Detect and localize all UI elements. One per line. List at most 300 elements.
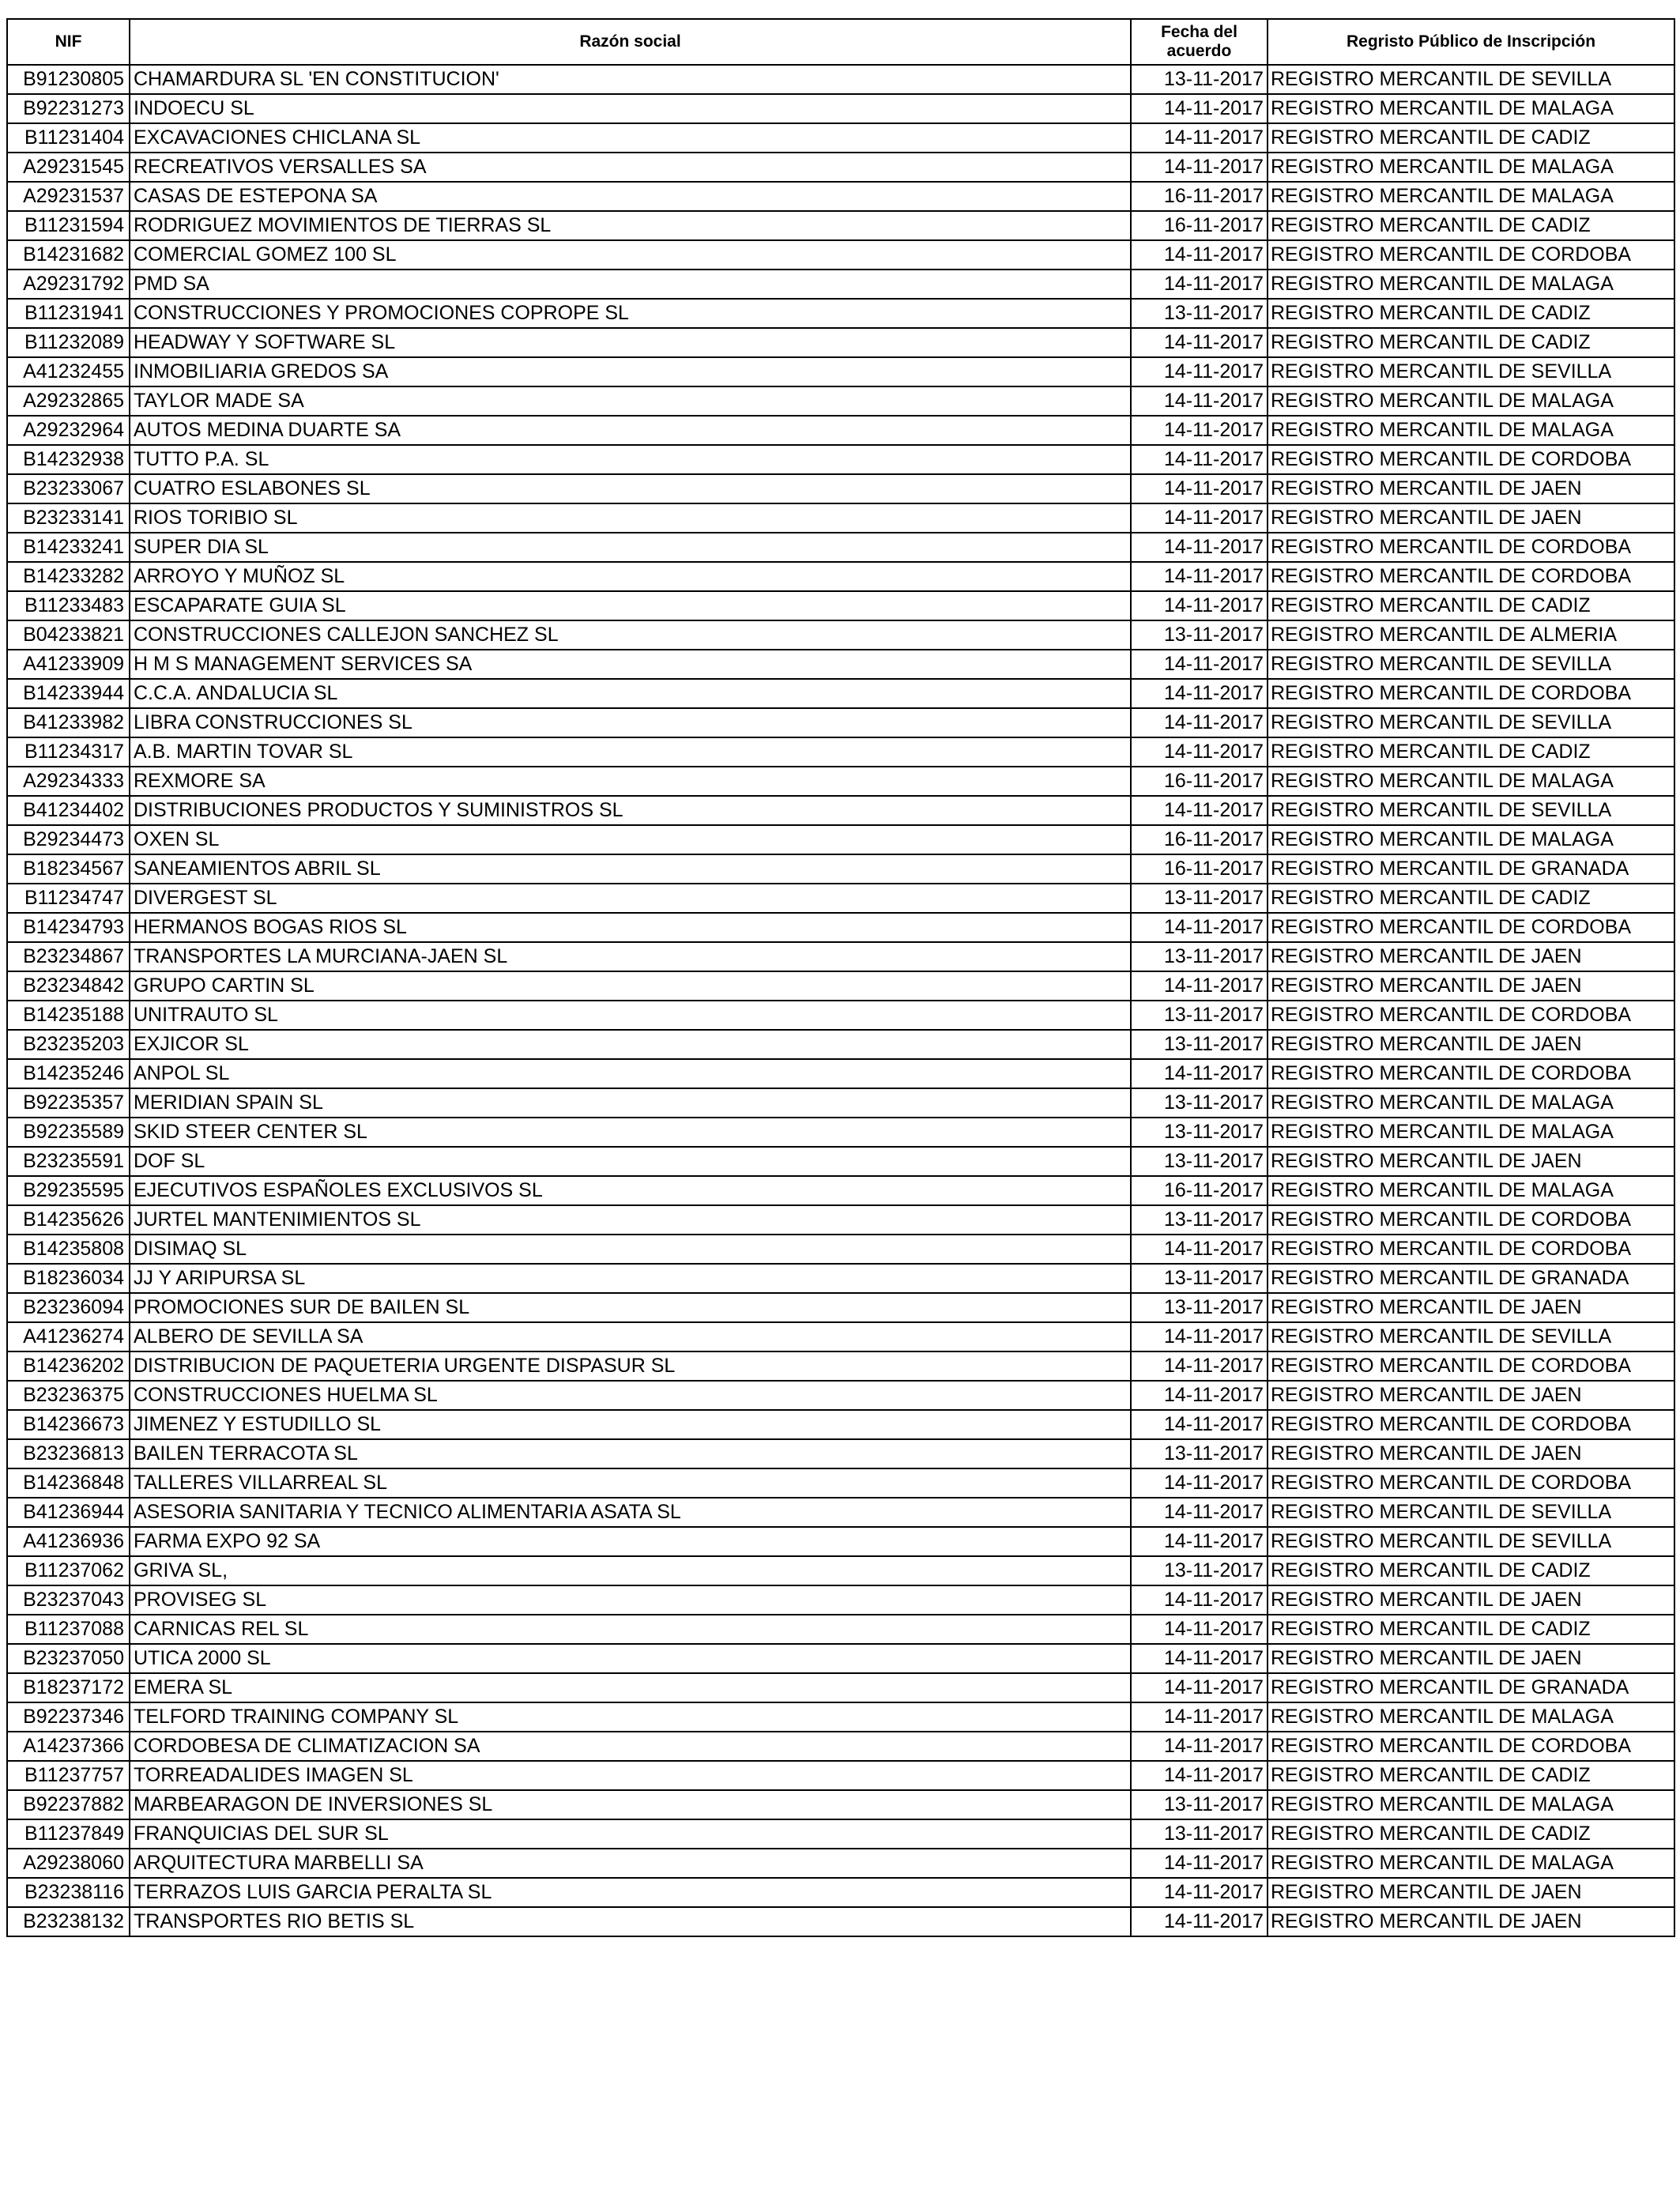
cell-registro: REGISTRO MERCANTIL DE CORDOBA xyxy=(1268,562,1674,591)
cell-nif: B11234317 xyxy=(7,737,130,767)
cell-nif: B92237346 xyxy=(7,1702,130,1732)
cell-razon-social: GRIVA SL, xyxy=(130,1556,1131,1585)
cell-fecha: 14-11-2017 xyxy=(1131,1381,1268,1410)
cell-razon-social: TORREADALIDES IMAGEN SL xyxy=(130,1761,1131,1790)
cell-fecha: 16-11-2017 xyxy=(1131,854,1268,884)
cell-fecha: 14-11-2017 xyxy=(1131,913,1268,942)
table-row xyxy=(7,182,1674,211)
cell-razon-social: HEADWAY Y SOFTWARE SL xyxy=(130,328,1131,357)
cell-razon-social: TUTTO P.A. SL xyxy=(130,445,1131,474)
cell-nif: B14235188 xyxy=(7,1001,130,1030)
cell-razon-social: EJECUTIVOS ESPAÑOLES EXCLUSIVOS SL xyxy=(130,1176,1131,1205)
cell-razon-social: SUPER DIA SL xyxy=(130,533,1131,562)
table-row xyxy=(7,1410,1674,1439)
cell-registro: REGISTRO MERCANTIL DE CORDOBA xyxy=(1268,1410,1674,1439)
cell-nif: B11232089 xyxy=(7,328,130,357)
cell-nif: B23235203 xyxy=(7,1030,130,1059)
cell-fecha: 14-11-2017 xyxy=(1131,1235,1268,1264)
cell-fecha: 14-11-2017 xyxy=(1131,1410,1268,1439)
cell-nif: A29231792 xyxy=(7,270,130,299)
document-page xyxy=(6,18,1674,1937)
table-header xyxy=(7,19,1674,65)
cell-nif: B29234473 xyxy=(7,825,130,854)
cell-registro: REGISTRO MERCANTIL DE JAEN xyxy=(1268,1293,1674,1322)
table-row xyxy=(7,1878,1674,1907)
cell-razon-social: EMERA SL xyxy=(130,1673,1131,1702)
cell-nif: B29235595 xyxy=(7,1176,130,1205)
table-row xyxy=(7,445,1674,474)
cell-fecha: 14-11-2017 xyxy=(1131,240,1268,270)
table-body xyxy=(7,65,1674,1936)
cell-registro: REGISTRO MERCANTIL DE JAEN xyxy=(1268,942,1674,971)
cell-razon-social: DISIMAQ SL xyxy=(130,1235,1131,1264)
cell-registro: REGISTRO MERCANTIL DE JAEN xyxy=(1268,1439,1674,1468)
cell-registro: REGISTRO MERCANTIL DE MALAGA xyxy=(1268,1849,1674,1878)
table-row xyxy=(7,591,1674,620)
cell-registro: REGISTRO MERCANTIL DE CADIZ xyxy=(1268,737,1674,767)
table-row xyxy=(7,1176,1674,1205)
cell-razon-social: C.C.A. ANDALUCIA SL xyxy=(130,679,1131,708)
cell-fecha: 14-11-2017 xyxy=(1131,562,1268,591)
cell-registro: REGISTRO MERCANTIL DE SEVILLA xyxy=(1268,1498,1674,1527)
table-row xyxy=(7,1059,1674,1088)
table-row xyxy=(7,416,1674,445)
table-row xyxy=(7,240,1674,270)
cell-razon-social: INDOECU SL xyxy=(130,94,1131,123)
cell-registro: REGISTRO MERCANTIL DE CADIZ xyxy=(1268,328,1674,357)
cell-razon-social: AUTOS MEDINA DUARTE SA xyxy=(130,416,1131,445)
table-row xyxy=(7,854,1674,884)
cell-fecha: 14-11-2017 xyxy=(1131,1468,1268,1498)
cell-registro: REGISTRO MERCANTIL DE CORDOBA xyxy=(1268,1001,1674,1030)
table-row xyxy=(7,737,1674,767)
table-row xyxy=(7,299,1674,328)
cell-nif: B11237062 xyxy=(7,1556,130,1585)
cell-fecha: 14-11-2017 xyxy=(1131,1732,1268,1761)
cell-razon-social: RIOS TORIBIO SL xyxy=(130,503,1131,533)
table-row xyxy=(7,533,1674,562)
cell-nif: B91230805 xyxy=(7,65,130,94)
cell-razon-social: TALLERES VILLARREAL SL xyxy=(130,1468,1131,1498)
cell-nif: B11233483 xyxy=(7,591,130,620)
cell-registro: REGISTRO MERCANTIL DE SEVILLA xyxy=(1268,65,1674,94)
cell-nif: A29231545 xyxy=(7,153,130,182)
cell-nif: B14235626 xyxy=(7,1205,130,1235)
cell-nif: B92235589 xyxy=(7,1118,130,1147)
cell-fecha: 13-11-2017 xyxy=(1131,1556,1268,1585)
cell-razon-social: UTICA 2000 SL xyxy=(130,1644,1131,1673)
cell-razon-social: DISTRIBUCION DE PAQUETERIA URGENTE DISPASUR SL xyxy=(130,1351,1131,1381)
cell-fecha: 16-11-2017 xyxy=(1131,767,1268,796)
cell-fecha: 13-11-2017 xyxy=(1131,299,1268,328)
cell-razon-social: PROMOCIONES SUR DE BAILEN SL xyxy=(130,1293,1131,1322)
cell-razon-social: RECREATIVOS VERSALLES SA xyxy=(130,153,1131,182)
cell-razon-social: EXCAVACIONES CHICLANA SL xyxy=(130,123,1131,153)
cell-razon-social: BAILEN TERRACOTA SL xyxy=(130,1439,1131,1468)
cell-registro: REGISTRO MERCANTIL DE MALAGA xyxy=(1268,153,1674,182)
cell-registro: REGISTRO MERCANTIL DE MALAGA xyxy=(1268,416,1674,445)
cell-fecha: 14-11-2017 xyxy=(1131,445,1268,474)
table-row xyxy=(7,971,1674,1001)
cell-registro: REGISTRO MERCANTIL DE SEVILLA xyxy=(1268,1527,1674,1556)
cell-fecha: 14-11-2017 xyxy=(1131,1498,1268,1527)
table-row xyxy=(7,913,1674,942)
cell-fecha: 13-11-2017 xyxy=(1131,1439,1268,1468)
registry-table xyxy=(6,18,1675,1937)
cell-nif: B04233821 xyxy=(7,620,130,650)
cell-registro: REGISTRO MERCANTIL DE CORDOBA xyxy=(1268,1732,1674,1761)
cell-razon-social: ALBERO DE SEVILLA SA xyxy=(130,1322,1131,1351)
cell-registro: REGISTRO MERCANTIL DE JAEN xyxy=(1268,1907,1674,1936)
table-row xyxy=(7,1293,1674,1322)
cell-registro: REGISTRO MERCANTIL DE CORDOBA xyxy=(1268,1205,1674,1235)
cell-fecha: 13-11-2017 xyxy=(1131,1088,1268,1118)
cell-razon-social: REXMORE SA xyxy=(130,767,1131,796)
cell-registro: REGISTRO MERCANTIL DE CADIZ xyxy=(1268,884,1674,913)
cell-fecha: 14-11-2017 xyxy=(1131,591,1268,620)
cell-fecha: 13-11-2017 xyxy=(1131,1264,1268,1293)
table-row xyxy=(7,1732,1674,1761)
cell-nif: B14231682 xyxy=(7,240,130,270)
cell-razon-social: ASESORIA SANITARIA Y TECNICO ALIMENTARIA ASATA SL xyxy=(130,1498,1131,1527)
cell-fecha: 14-11-2017 xyxy=(1131,1527,1268,1556)
cell-razon-social: TRANSPORTES RIO BETIS SL xyxy=(130,1907,1131,1936)
cell-fecha: 14-11-2017 xyxy=(1131,1878,1268,1907)
cell-nif: B92235357 xyxy=(7,1088,130,1118)
table-row xyxy=(7,796,1674,825)
cell-nif: A29238060 xyxy=(7,1849,130,1878)
cell-nif: B14233944 xyxy=(7,679,130,708)
cell-nif: A41232455 xyxy=(7,357,130,386)
cell-razon-social: CONSTRUCCIONES HUELMA SL xyxy=(130,1381,1131,1410)
cell-registro: REGISTRO MERCANTIL DE MALAGA xyxy=(1268,1702,1674,1732)
cell-nif: B14232938 xyxy=(7,445,130,474)
table-row xyxy=(7,474,1674,503)
cell-razon-social: TAYLOR MADE SA xyxy=(130,386,1131,416)
cell-nif: B23238116 xyxy=(7,1878,130,1907)
table-row xyxy=(7,1761,1674,1790)
table-row xyxy=(7,1322,1674,1351)
cell-razon-social: ANPOL SL xyxy=(130,1059,1131,1088)
cell-fecha: 14-11-2017 xyxy=(1131,270,1268,299)
cell-razon-social: EXJICOR SL xyxy=(130,1030,1131,1059)
cell-razon-social: CUATRO ESLABONES SL xyxy=(130,474,1131,503)
cell-razon-social: COMERCIAL GOMEZ 100 SL xyxy=(130,240,1131,270)
cell-nif: A29232865 xyxy=(7,386,130,416)
cell-nif: B23238132 xyxy=(7,1907,130,1936)
cell-fecha: 14-11-2017 xyxy=(1131,1673,1268,1702)
cell-registro: REGISTRO MERCANTIL DE CADIZ xyxy=(1268,591,1674,620)
table-row xyxy=(7,1702,1674,1732)
cell-fecha: 14-11-2017 xyxy=(1131,1351,1268,1381)
cell-registro: REGISTRO MERCANTIL DE CADIZ xyxy=(1268,1761,1674,1790)
cell-razon-social: A.B. MARTIN TOVAR SL xyxy=(130,737,1131,767)
table-row xyxy=(7,123,1674,153)
cell-nif: B41234402 xyxy=(7,796,130,825)
cell-razon-social: H M S MANAGEMENT SERVICES SA xyxy=(130,650,1131,679)
cell-fecha: 13-11-2017 xyxy=(1131,1030,1268,1059)
cell-nif: B11234747 xyxy=(7,884,130,913)
cell-registro: REGISTRO MERCANTIL DE CORDOBA xyxy=(1268,1468,1674,1498)
cell-fecha: 14-11-2017 xyxy=(1131,357,1268,386)
cell-fecha: 14-11-2017 xyxy=(1131,328,1268,357)
cell-registro: REGISTRO MERCANTIL DE CORDOBA xyxy=(1268,1235,1674,1264)
cell-nif: B18237172 xyxy=(7,1673,130,1702)
table-row xyxy=(7,1585,1674,1615)
cell-razon-social: ARROYO Y MUÑOZ SL xyxy=(130,562,1131,591)
cell-registro: REGISTRO MERCANTIL DE MALAGA xyxy=(1268,94,1674,123)
table-row xyxy=(7,270,1674,299)
cell-fecha: 13-11-2017 xyxy=(1131,1790,1268,1819)
table-row xyxy=(7,1088,1674,1118)
table-row xyxy=(7,1673,1674,1702)
cell-registro: REGISTRO MERCANTIL DE GRANADA xyxy=(1268,854,1674,884)
cell-registro: REGISTRO MERCANTIL DE JAEN xyxy=(1268,474,1674,503)
cell-registro: REGISTRO MERCANTIL DE CORDOBA xyxy=(1268,1351,1674,1381)
cell-nif: B23237043 xyxy=(7,1585,130,1615)
cell-razon-social: LIBRA CONSTRUCCIONES SL xyxy=(130,708,1131,737)
cell-fecha: 14-11-2017 xyxy=(1131,386,1268,416)
cell-fecha: 14-11-2017 xyxy=(1131,737,1268,767)
table-row xyxy=(7,211,1674,240)
cell-fecha: 14-11-2017 xyxy=(1131,1907,1268,1936)
table-row xyxy=(7,65,1674,94)
cell-registro: REGISTRO MERCANTIL DE CORDOBA xyxy=(1268,1059,1674,1088)
cell-razon-social: JIMENEZ Y ESTUDILLO SL xyxy=(130,1410,1131,1439)
cell-fecha: 14-11-2017 xyxy=(1131,1615,1268,1644)
cell-razon-social: CARNICAS REL SL xyxy=(130,1615,1131,1644)
cell-fecha: 13-11-2017 xyxy=(1131,1001,1268,1030)
cell-registro: REGISTRO MERCANTIL DE MALAGA xyxy=(1268,270,1674,299)
header-razon-social: Razón social xyxy=(130,19,1131,65)
table-row xyxy=(7,1790,1674,1819)
cell-razon-social: CONSTRUCCIONES Y PROMOCIONES COPROPE SL xyxy=(130,299,1131,328)
cell-razon-social: JURTEL MANTENIMIENTOS SL xyxy=(130,1205,1131,1235)
cell-razon-social: JJ Y ARIPURSA SL xyxy=(130,1264,1131,1293)
cell-nif: B14234793 xyxy=(7,913,130,942)
cell-registro: REGISTRO MERCANTIL DE CORDOBA xyxy=(1268,533,1674,562)
table-row xyxy=(7,1205,1674,1235)
cell-razon-social: UNITRAUTO SL xyxy=(130,1001,1131,1030)
table-row xyxy=(7,1235,1674,1264)
cell-nif: A29234333 xyxy=(7,767,130,796)
cell-registro: REGISTRO MERCANTIL DE CORDOBA xyxy=(1268,445,1674,474)
table-row xyxy=(7,503,1674,533)
cell-registro: REGISTRO MERCANTIL DE JAEN xyxy=(1268,1644,1674,1673)
cell-razon-social: MERIDIAN SPAIN SL xyxy=(130,1088,1131,1118)
cell-registro: REGISTRO MERCANTIL DE MALAGA xyxy=(1268,825,1674,854)
cell-razon-social: DIVERGEST SL xyxy=(130,884,1131,913)
cell-nif: B23236813 xyxy=(7,1439,130,1468)
table-row xyxy=(7,1615,1674,1644)
cell-nif: B23234867 xyxy=(7,942,130,971)
header-nif: NIF xyxy=(7,19,130,65)
cell-registro: REGISTRO MERCANTIL DE MALAGA xyxy=(1268,1088,1674,1118)
header-registro: Regristo Público de Inscripción xyxy=(1268,19,1674,65)
cell-nif: B41233982 xyxy=(7,708,130,737)
cell-fecha: 14-11-2017 xyxy=(1131,1644,1268,1673)
cell-registro: REGISTRO MERCANTIL DE SEVILLA xyxy=(1268,708,1674,737)
table-row xyxy=(7,767,1674,796)
cell-registro: REGISTRO MERCANTIL DE CORDOBA xyxy=(1268,240,1674,270)
cell-razon-social: PROVISEG SL xyxy=(130,1585,1131,1615)
table-row xyxy=(7,562,1674,591)
cell-registro: REGISTRO MERCANTIL DE GRANADA xyxy=(1268,1264,1674,1293)
cell-nif: B23233067 xyxy=(7,474,130,503)
cell-razon-social: INMOBILIARIA GREDOS SA xyxy=(130,357,1131,386)
cell-fecha: 13-11-2017 xyxy=(1131,1118,1268,1147)
cell-registro: REGISTRO MERCANTIL DE SEVILLA xyxy=(1268,796,1674,825)
table-row xyxy=(7,1644,1674,1673)
table-row xyxy=(7,1907,1674,1936)
table-row xyxy=(7,620,1674,650)
cell-fecha: 14-11-2017 xyxy=(1131,708,1268,737)
table-row xyxy=(7,1498,1674,1527)
cell-registro: REGISTRO MERCANTIL DE MALAGA xyxy=(1268,767,1674,796)
cell-registro: REGISTRO MERCANTIL DE ALMERIA xyxy=(1268,620,1674,650)
cell-razon-social: PMD SA xyxy=(130,270,1131,299)
cell-registro: REGISTRO MERCANTIL DE JAEN xyxy=(1268,503,1674,533)
cell-razon-social: FARMA EXPO 92 SA xyxy=(130,1527,1131,1556)
table-row xyxy=(7,1351,1674,1381)
cell-razon-social: RODRIGUEZ MOVIMIENTOS DE TIERRAS SL xyxy=(130,211,1131,240)
cell-registro: REGISTRO MERCANTIL DE CADIZ xyxy=(1268,299,1674,328)
cell-registro: REGISTRO MERCANTIL DE CADIZ xyxy=(1268,1556,1674,1585)
cell-nif: B92237882 xyxy=(7,1790,130,1819)
table-row xyxy=(7,357,1674,386)
cell-fecha: 13-11-2017 xyxy=(1131,1819,1268,1849)
cell-razon-social: TERRAZOS LUIS GARCIA PERALTA SL xyxy=(130,1878,1131,1907)
cell-registro: REGISTRO MERCANTIL DE SEVILLA xyxy=(1268,1322,1674,1351)
cell-registro: REGISTRO MERCANTIL DE CORDOBA xyxy=(1268,679,1674,708)
cell-nif: A41236274 xyxy=(7,1322,130,1351)
cell-razon-social: SANEAMIENTOS ABRIL SL xyxy=(130,854,1131,884)
table-row xyxy=(7,708,1674,737)
cell-registro: REGISTRO MERCANTIL DE JAEN xyxy=(1268,1585,1674,1615)
cell-nif: B18236034 xyxy=(7,1264,130,1293)
table-row xyxy=(7,942,1674,971)
cell-fecha: 14-11-2017 xyxy=(1131,1585,1268,1615)
cell-registro: REGISTRO MERCANTIL DE SEVILLA xyxy=(1268,650,1674,679)
table-row xyxy=(7,650,1674,679)
cell-nif: A41236936 xyxy=(7,1527,130,1556)
cell-fecha: 14-11-2017 xyxy=(1131,650,1268,679)
cell-fecha: 14-11-2017 xyxy=(1131,94,1268,123)
cell-registro: REGISTRO MERCANTIL DE CADIZ xyxy=(1268,123,1674,153)
cell-nif: B11231941 xyxy=(7,299,130,328)
cell-nif: B41236944 xyxy=(7,1498,130,1527)
cell-registro: REGISTRO MERCANTIL DE SEVILLA xyxy=(1268,357,1674,386)
table-row xyxy=(7,679,1674,708)
cell-registro: REGISTRO MERCANTIL DE MALAGA xyxy=(1268,1176,1674,1205)
cell-nif: B23236094 xyxy=(7,1293,130,1322)
cell-nif: B92231273 xyxy=(7,94,130,123)
cell-nif: B11237757 xyxy=(7,1761,130,1790)
cell-razon-social: HERMANOS BOGAS RIOS SL xyxy=(130,913,1131,942)
table-row xyxy=(7,1381,1674,1410)
table-row xyxy=(7,1030,1674,1059)
cell-razon-social: CONSTRUCCIONES CALLEJON SANCHEZ SL xyxy=(130,620,1131,650)
cell-fecha: 14-11-2017 xyxy=(1131,1059,1268,1088)
cell-razon-social: CASAS DE ESTEPONA SA xyxy=(130,182,1131,211)
table-row xyxy=(7,1439,1674,1468)
cell-razon-social: TELFORD TRAINING COMPANY SL xyxy=(130,1702,1131,1732)
cell-nif: B11231404 xyxy=(7,123,130,153)
header-row xyxy=(7,19,1674,65)
cell-nif: B23234842 xyxy=(7,971,130,1001)
cell-nif: B11231594 xyxy=(7,211,130,240)
table-row xyxy=(7,1556,1674,1585)
cell-fecha: 14-11-2017 xyxy=(1131,796,1268,825)
cell-registro: REGISTRO MERCANTIL DE CADIZ xyxy=(1268,1615,1674,1644)
cell-registro: REGISTRO MERCANTIL DE GRANADA xyxy=(1268,1673,1674,1702)
cell-fecha: 14-11-2017 xyxy=(1131,533,1268,562)
cell-nif: A14237366 xyxy=(7,1732,130,1761)
cell-fecha: 14-11-2017 xyxy=(1131,1702,1268,1732)
header-fecha-line1: Fecha del xyxy=(1161,23,1237,41)
cell-fecha: 14-11-2017 xyxy=(1131,474,1268,503)
table-row xyxy=(7,1849,1674,1878)
cell-nif: B14233241 xyxy=(7,533,130,562)
table-row xyxy=(7,1527,1674,1556)
table-row xyxy=(7,1819,1674,1849)
cell-fecha: 13-11-2017 xyxy=(1131,1147,1268,1176)
table-row xyxy=(7,1468,1674,1498)
cell-nif: B14235246 xyxy=(7,1059,130,1088)
cell-razon-social: GRUPO CARTIN SL xyxy=(130,971,1131,1001)
cell-razon-social: MARBEARAGON DE INVERSIONES SL xyxy=(130,1790,1131,1819)
cell-fecha: 13-11-2017 xyxy=(1131,884,1268,913)
cell-nif: A41233909 xyxy=(7,650,130,679)
cell-nif: B14233282 xyxy=(7,562,130,591)
cell-nif: B23233141 xyxy=(7,503,130,533)
cell-fecha: 13-11-2017 xyxy=(1131,942,1268,971)
cell-fecha: 14-11-2017 xyxy=(1131,971,1268,1001)
cell-fecha: 14-11-2017 xyxy=(1131,1849,1268,1878)
table-row xyxy=(7,153,1674,182)
cell-registro: REGISTRO MERCANTIL DE MALAGA xyxy=(1268,182,1674,211)
cell-registro: REGISTRO MERCANTIL DE MALAGA xyxy=(1268,386,1674,416)
cell-fecha: 13-11-2017 xyxy=(1131,620,1268,650)
cell-nif: B11237088 xyxy=(7,1615,130,1644)
table-row xyxy=(7,1001,1674,1030)
cell-nif: B18234567 xyxy=(7,854,130,884)
cell-razon-social: FRANQUICIAS DEL SUR SL xyxy=(130,1819,1131,1849)
cell-razon-social: ESCAPARATE GUIA SL xyxy=(130,591,1131,620)
cell-registro: REGISTRO MERCANTIL DE JAEN xyxy=(1268,1878,1674,1907)
cell-razon-social: DOF SL xyxy=(130,1147,1131,1176)
cell-fecha: 13-11-2017 xyxy=(1131,1205,1268,1235)
cell-fecha: 14-11-2017 xyxy=(1131,416,1268,445)
cell-nif: B23237050 xyxy=(7,1644,130,1673)
table-row xyxy=(7,328,1674,357)
cell-fecha: 14-11-2017 xyxy=(1131,153,1268,182)
table-row xyxy=(7,884,1674,913)
table-row xyxy=(7,1264,1674,1293)
cell-fecha: 16-11-2017 xyxy=(1131,825,1268,854)
cell-nif: B14236202 xyxy=(7,1351,130,1381)
cell-registro: REGISTRO MERCANTIL DE CORDOBA xyxy=(1268,913,1674,942)
cell-razon-social: SKID STEER CENTER SL xyxy=(130,1118,1131,1147)
cell-fecha: 14-11-2017 xyxy=(1131,1761,1268,1790)
cell-nif: B14235808 xyxy=(7,1235,130,1264)
table-row xyxy=(7,1147,1674,1176)
cell-registro: REGISTRO MERCANTIL DE CADIZ xyxy=(1268,211,1674,240)
cell-registro: REGISTRO MERCANTIL DE JAEN xyxy=(1268,1147,1674,1176)
cell-registro: REGISTRO MERCANTIL DE CADIZ xyxy=(1268,1819,1674,1849)
cell-fecha: 14-11-2017 xyxy=(1131,503,1268,533)
cell-razon-social: OXEN SL xyxy=(130,825,1131,854)
